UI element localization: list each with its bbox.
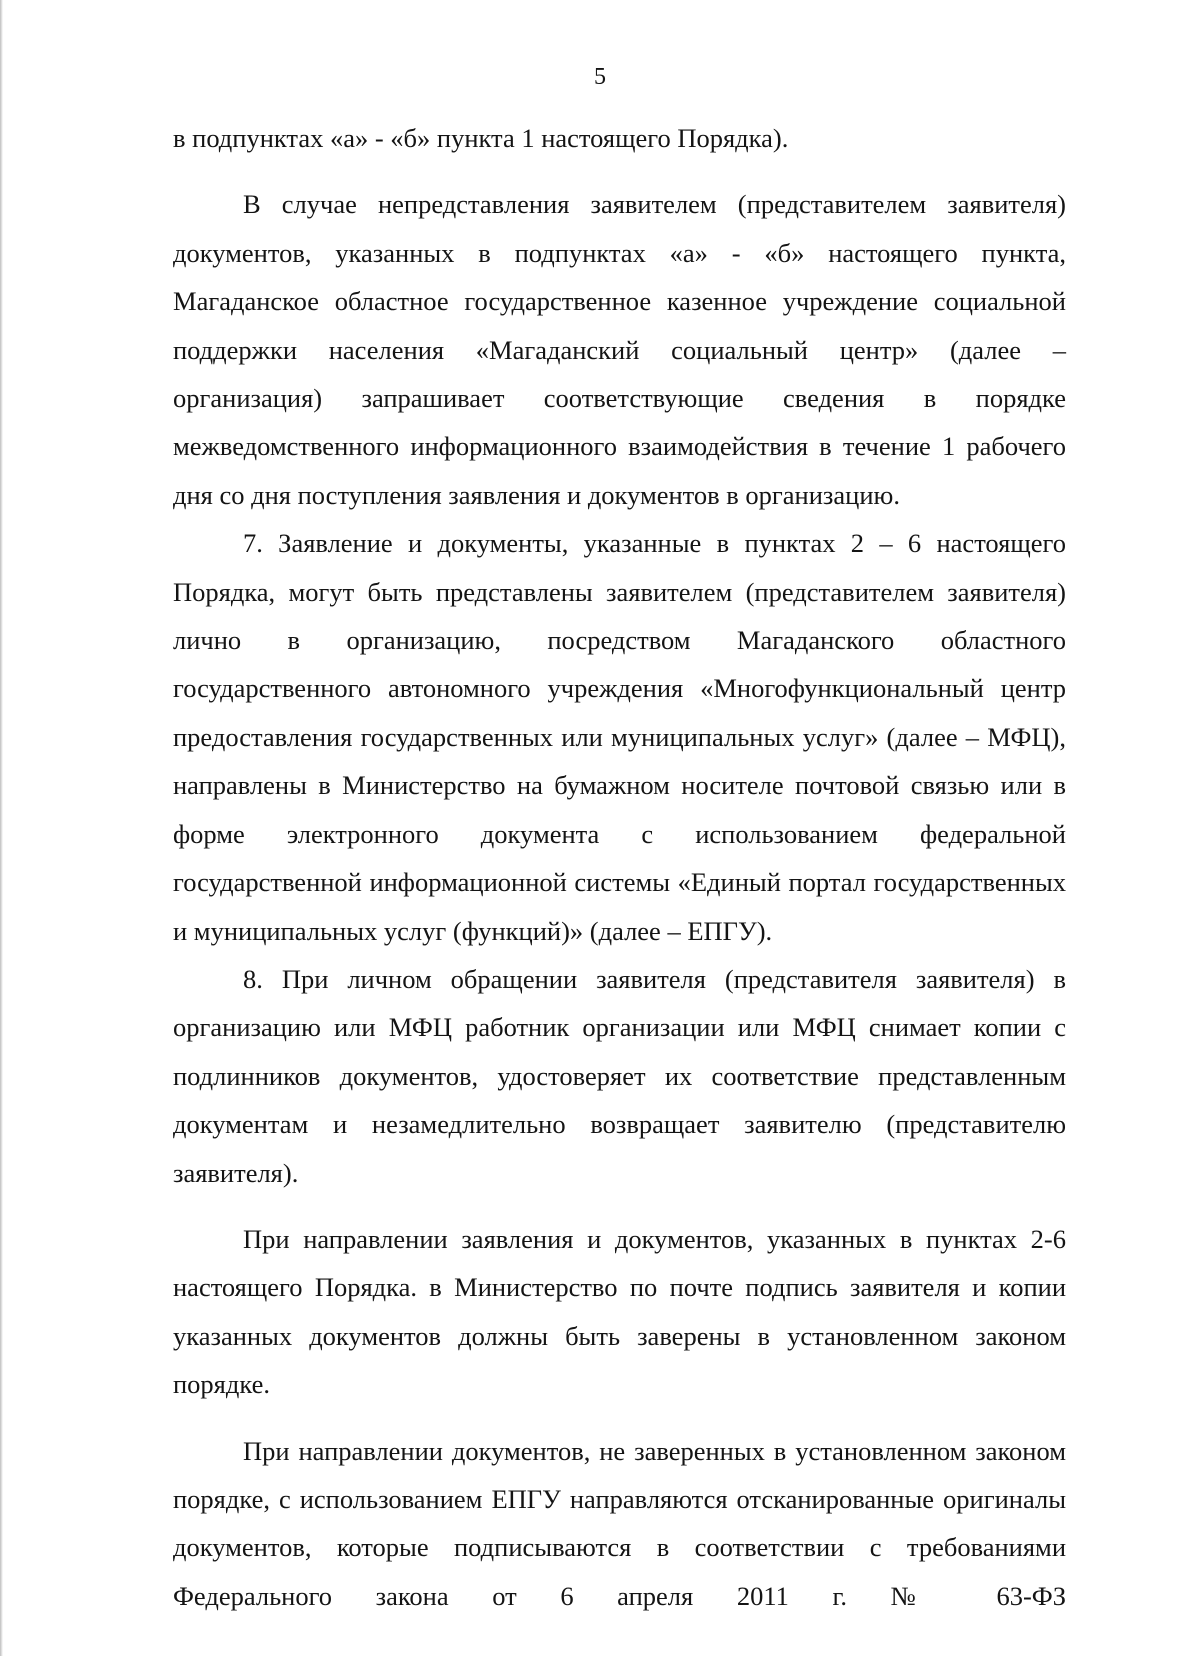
paragraph-epgu-submission: При направлении документов, не заверенных в установленном законом порядке, с использованием ЕПГУ направляются отсканированные оригиналы документов, которые подписываются в соответствии с требованиями Федерального закона от 6 апреля 2011 г. № 63-ФЗ: [173, 1435, 1066, 1611]
paragraph-mail-submission: При направлении заявления и документов, указанных в пунктах 2-6 настоящего Порядка. в Министерство по почте подпись заявителя и копии указанных документов должны быть заверены в установленном законом порядке.: [173, 1223, 1066, 1400]
paragraph-item-7: 7. Заявление и документы, указанные в пунктах 2 – 6 настоящего Порядка, могут быть представлены заявителем (представителем заявителя) лично в организацию, посредством Магаданского областного государственного автономного учреждения «Многофункциональный центр предоставления государственных или муниципальных услуг» (далее – МФЦ), направлены в Министерство на бумажном носителе почтовой связью или в форме электронного документа с использованием федеральной государственной информационной системы «Единый портал государственных и муниципальных услуг (функций)» (далее – ЕПГУ).: [173, 528, 1066, 946]
paragraph-nonsubmission: В случае непредставления заявителем (представителем заявителя) документов, указанных в подпунктах «а» - «б» настоящего пункта, Магаданское областное государственное казенное учреждение социальной поддержки населения «Магаданский социальный центр» (далее – организация) запрашивает соответствующие сведения в порядке межведомственного информационного взаимодействия в течение 1 рабочего дня со дня поступления заявления и документов в организацию.: [173, 189, 1066, 510]
document-body: [173, 114, 1066, 1620]
paragraph-item-8: 8. При личном обращении заявителя (представителя заявителя) в организацию или МФЦ работник организации или МФЦ снимает копии с подлинников документов, удостоверяет их соответствие представленным документам и незамедлительно возвращает заявителю (представителю заявителя).: [173, 963, 1066, 1188]
paragraph-continuation: в подпунктах «а» - «б» пункта 1 настоящего Порядка).: [173, 123, 789, 153]
scan-edge-shadow: [0, 0, 3, 1656]
page-number: 5: [594, 64, 606, 90]
